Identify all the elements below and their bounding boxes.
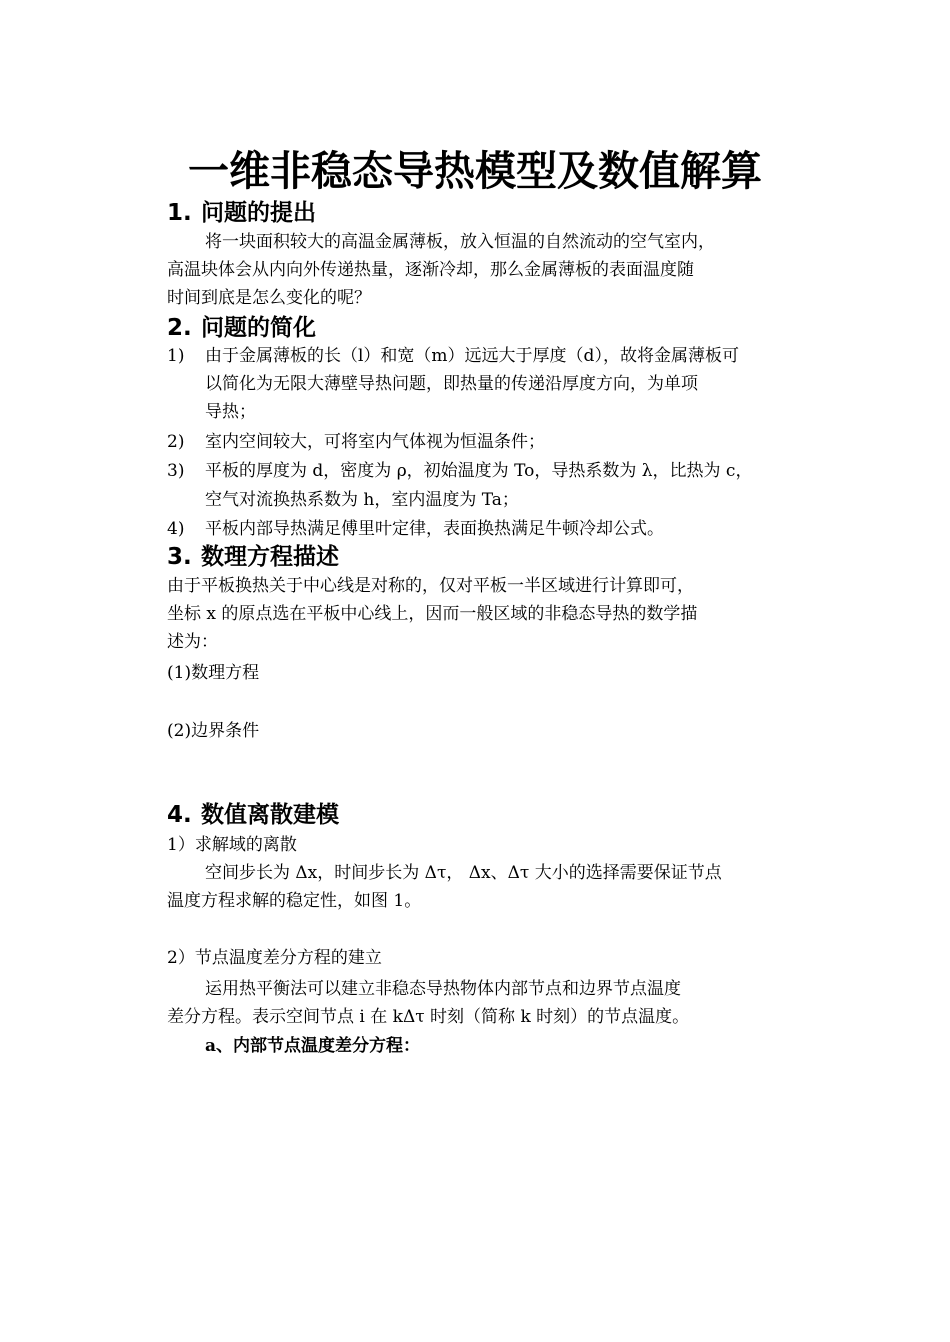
section-3-heading: [167, 542, 339, 572]
section-2-heading: [167, 313, 316, 343]
list-item-continuation: 以简化为无限大薄壁导热问题，即热量的传递沿厚度方向，为单项: [205, 374, 698, 394]
list-item-continuation: 空气对流换热系数为 h，室内温度为 Ta；: [205, 490, 519, 510]
list-item-text: 由于金属薄板的长（l）和宽（m）远远大于厚度（d），故将金属薄板可: [205, 346, 739, 366]
subsection-1-line-1: 空间步长为 Δx，时间步长为 Δτ， Δx、Δτ 大小的选择需要保证节点: [205, 863, 722, 883]
subsection-1-heading: 1）求解域的离散: [167, 835, 297, 855]
list-item: [167, 460, 752, 482]
subsection-2-line-2: 差分方程。表示空间节点 i 在 kΔτ 时刻（简称 k 时刻）的节点温度。: [167, 1007, 690, 1027]
list-item-continuation: 导热；: [205, 402, 256, 422]
list-item-number: 3): [167, 461, 185, 481]
section-1-heading: [167, 198, 316, 228]
list-item-number: 4): [167, 519, 185, 539]
section-4-heading: [167, 800, 339, 830]
subsection-2-line-1: 运用热平衡法可以建立非稳态导热物体内部节点和边界节点温度: [205, 979, 681, 999]
list-item-text: 平板的厚度为 d，密度为 ρ，初始温度为 To，导热系数为 λ，比热为 c，: [205, 461, 753, 481]
list-item-number: 2): [167, 432, 185, 452]
list-item-text: 平板内部导热满足傅里叶定律，表面换热满足牛顿冷却公式。: [205, 519, 664, 539]
section-3-number: 3.: [167, 544, 192, 570]
section-4-number: 4.: [167, 802, 192, 828]
math-equation-label: (1)数理方程: [167, 663, 260, 683]
section-1-line-2: 高温块体会从内向外传递热量，逐渐冷却，那么金属薄板的表面温度随: [167, 260, 694, 280]
section-3-line-2: 坐标 x 的原点选在平板中心线上，因而一般区域的非稳态导热的数学描: [167, 604, 698, 624]
section-3-line-1: 由于平板换热关于中心线是对称的，仅对平板一半区域进行计算即可，: [167, 576, 694, 596]
list-item-number: 1): [167, 346, 185, 366]
section-4-title: 数值离散建模: [201, 802, 339, 828]
internal-node-equation-heading: a、内部节点温度差分方程：: [205, 1036, 421, 1056]
section-2-number: 2.: [167, 315, 192, 341]
section-1-line-1: 将一块面积较大的高温金属薄板，放入恒温的自然流动的空气室内，: [205, 232, 715, 252]
subsection-1-line-2: 温度方程求解的稳定性，如图 1。: [167, 891, 422, 911]
list-item: [167, 518, 664, 540]
section-1-line-3: 时间到底是怎么变化的呢？: [167, 288, 371, 308]
document-title: 一维非稳态导热模型及数值解算: [188, 147, 762, 195]
subsection-2-heading: 2）节点温度差分方程的建立: [167, 948, 382, 968]
list-item: [167, 431, 545, 453]
list-item: [167, 345, 739, 367]
section-1-title: 问题的提出: [201, 200, 316, 226]
section-1-number: 1.: [167, 200, 192, 226]
section-2-title: 问题的简化: [201, 315, 316, 341]
section-3-title: 数理方程描述: [201, 544, 339, 570]
boundary-condition-label: (2)边界条件: [167, 721, 260, 741]
section-3-line-3: 述为：: [167, 632, 218, 652]
list-item-text: 室内空间较大，可将室内气体视为恒温条件；: [205, 432, 545, 452]
